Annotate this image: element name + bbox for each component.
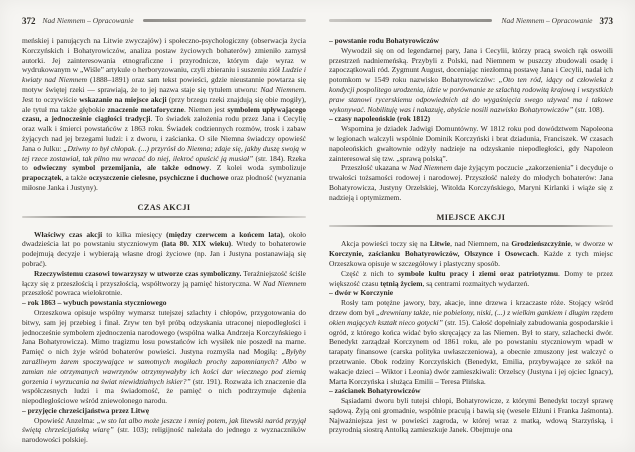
text-run: symbole kultu pracy i ziemi oraz patriotyzmu [397, 268, 558, 278]
text-run: Rosły tam potężne jawory, bzy, akacje, inne drzewa i krzaczaste róże. Stojący wśród drzew dom był [329, 298, 613, 317]
section-rule [22, 216, 306, 218]
paragraph [22, 230, 306, 269]
text-run: , są centrami rozmaitych wydarzeń. [422, 278, 530, 288]
page-372 [22, 0, 306, 452]
text-run: „Dziwny to był chłopak. (...) przyrósł do Niemna; zdaje się, jakby duszę swoją w tej rzece zostawiał, tak pilno mu wracać do niej, ilekroć opuścić ją musiał” [22, 143, 306, 163]
text-run: . Wtedy to bohaterowie podejmują decyzje i wybierają własne drogi życiowe (np. Jan i Justyna postanawiają się pobrać). [22, 239, 306, 268]
running-title: Nad Niemnem – Opracowanie [501, 16, 593, 25]
text-run: . Z kolei woda symbolizuje [209, 163, 306, 173]
text-run: (str. 191). Rozważa ich znaczenie dla współczesnych ludzi i ma świadomość, że pamięć o nich podtrzymuje dążenia niepodległościowe wśród zniewolonego narodu. [22, 376, 306, 406]
section-heading [22, 203, 306, 218]
text-run: , a także [61, 173, 89, 183]
paragraph [22, 308, 306, 406]
subheading: – dwór w Korczynie [329, 288, 394, 298]
text-run: . To świadek założenia rodu przez Jana i Cecylię oraz walk i śmierci powstańców z 1863 roku. Świadek codziennych rozmów, trosk i zabaw żyjących nad jej brzegami ludzi: i z dworu, i zaścianka. O sile Niemna świadczy opowieść Jana o Julku: [22, 114, 306, 153]
paragraph [22, 269, 306, 298]
text-run: meńskiej i panujących na Litwie zwyczajów) i społeczno-psychologiczny (obserwacja życia Korczyńskich i Bohatyrowiczów, analiza postaw życiowych bohaterów) zmieniło zamysł autorki. Jej zainteresowania etnograficzne i przyrodnicze, którym daje wyraz w wydrukowanym w „Wiśle” artykule o herboryzowaniu, czyli zbieraniu i suszeniu ziół [22, 36, 306, 75]
text-run: (str. 108). [573, 104, 605, 114]
text-run: . Każde z tych miejsc Orzeszkowa opisuje w szczegółowy i plastyczny sposób. [329, 249, 613, 268]
subheading: – rok 1863 – wybuch powstania styczniowego [22, 298, 167, 308]
page-body-left [22, 36, 306, 445]
text-run: Rzeczywistemu czasowi towarzyszy w utworze czas symboliczny. [34, 268, 242, 278]
text-run: Właściwy czas akcji [34, 229, 103, 239]
text-run: Orzeszkowa opisuje wspólny wymarsz tutejszej szlachty i chłopów, przygotowania do bitwy, sam jej przebieg i finał. Zryw ten był próbą odzyskania utraconej niepodległości i jednocześnie symbolem zjednoczenia narodowego (wspólna walka Andrzeja Korczyńskiego i Jana Bohatyrowicza). Mimo tragizmu losu powstańców ich wysiłek nie poszedł na marne. Pamięć o nich żyje wśród bohaterów powieści. Justyna rozmyśla nad Mogiłą: [22, 307, 306, 357]
paragraph [22, 416, 306, 445]
subheading: – zaścianek Bohatyrowiczów [329, 386, 421, 396]
paragraph [329, 396, 613, 435]
text-run: Nad Niemnem [260, 84, 305, 94]
subheading: – czasy napoleońskie (rok 1812) [329, 114, 431, 124]
header-rule [143, 19, 306, 22]
text-run: (str. 103); religijność należała do jednego z wyznaczników narodowości polskiej. [22, 425, 306, 445]
text-run: Ludzie i kwiaty nad Niemnem [22, 65, 306, 85]
text-run: . Domy te przez większość czasu [329, 268, 613, 288]
paragraph [22, 36, 306, 193]
text-run: Przeszłość ukazana w [341, 163, 410, 173]
text-run: Wywodził się on od legendarnej pary, Jana i Cecylii, którzy pracą swoich rąk oswoili przestrzeń nadniemeńską. Przybyli z Polski, nad Niemnem w puszczy zbudowali osadę i zapoczątkowali ród. Zygmunt August, doceniając niezłomną postawę Jana i Cecylii, nadał ich potomkom w 1549 roku nazwisko Bohatyrowiczów: [329, 45, 613, 85]
text-run: Nad Niemnem [262, 278, 306, 288]
text-run: Grodzieńszczyźnie [511, 239, 571, 249]
paragraph [329, 46, 613, 115]
paragraph [329, 269, 613, 289]
page-number: 372 [22, 15, 36, 26]
text-run: odwieczny symbol przemijania, ale także odnowy [33, 163, 210, 173]
text-run: „w sto lat albo może jeszcze i mniej potem, jak litewski naród przyjął świętą chrześcijańską wiarę” [22, 415, 306, 435]
header-rule [329, 19, 492, 22]
text-run: znaczenie metaforyczne [107, 104, 184, 114]
text-run: przeszłość powraca wielokrotnie. [22, 288, 123, 298]
page-body-right [329, 36, 613, 435]
text-run: (str. 184). Rzeka to [22, 153, 306, 173]
text-run: (1888–1891) oraz sam tekst powieści, gdzie nieustannie powtarza się motyw świętej rzeki — sprawiają, że to jej nazwa staje się tytułem utworu: [22, 75, 306, 94]
text-run: oczyszczenie cielesne, psychiczne i duchowe [88, 173, 229, 183]
text-run: (przy brzegu rzeki znajdują się obie mogiły), ale tytuł ma także głębokie [22, 94, 306, 114]
text-run: , w dworze w [570, 239, 613, 249]
text-run: Nad Niemnem [409, 163, 453, 173]
text-run: Wspomina je dziadek Jadwigi Domuntówny. W 1812 roku pod dowództwem Napoleona w legionach walczyli wspólnie Dominik Korczyński i brat dziadunia, Franciszek. W czasach napoleońskich gwałtownie odżyły nadzieje na odzyskanie niepodległości, gdy Napoleon zainteresował się tzw. „sprawą polską”. [329, 124, 613, 163]
text-run: wskazanie na miejsce akcji [79, 94, 167, 104]
text-run: tętnią życiem [380, 278, 423, 288]
subheading: – powstanie rodu Bohatyrowiczów [329, 36, 439, 45]
text-run: (między czerwcem a końcem lata) [166, 229, 283, 239]
page-number: 373 [599, 15, 613, 26]
text-run: , około dwadzieścia lat po powstaniu styczniowym [22, 229, 306, 249]
paragraph [329, 298, 613, 386]
text-run: (str. 15). Całość dopełniały zabudowania gospodarskie i ogród, z którego końca widać było skręcający za las Niemen. Był to stary, szlachecki dwór. Benedykt zarządzał Korczynem od 1861 roku, ale po powstaniu styczniowym wpadł w tarapaty finansowe (carska polityka uwłaszczeniowa), a obecnie zmuszony jest walczyć o przetrwanie. Obok rodziny Korczyńskich (Benedykt, Emilia, przybywające ze szkół na wakacje dzieci – Wiktor i Leonia) dwór zamieszkiwali: Orzelscy (Justyna i jej ojciec Ignacy), Marta Korczyńska i służąca Emilii – Teresa Plińska. [329, 317, 613, 386]
text-run: „drewniany także, nie pobielony, niski, (...) z wielkim gankiem i długim rzędem okien mających kształt nieco gotycki” [329, 307, 613, 327]
text-run: oraz płodność (wyznania miłosne Janka i Justyny). [22, 173, 306, 192]
text-run: Akcja powieści toczy się na [341, 239, 430, 249]
text-run: Sąsiadami dworu byli tutejsi chłopi, Bohatyrowicze, z którymi Benedykt toczył sprawę sądową. Żyją oni gromadnie, wspólnie pracują i bawią się (wesele Elżuni i Franka Jaśmonta). Najważniejsza jest w powieści zagroda, w której wraz z matką, wdową Starzyńską, i przyrodnią siostrą Antolką zamieszkuje Janek. Obejmuje ona [329, 396, 613, 435]
text-run: , nad Niemnem, na [450, 239, 512, 249]
section-title: MIEJSCE AKCJI [436, 212, 506, 222]
text-run: daje żyjącym poczucie „zakorzenienia” i decyduje o trwałości tożsamości rodowej i narodowej. Przyszłość należy do młodych bohaterów: Jana Bohatyrowicza, Justyny Orzelskiej, Witolda Korczyńskiego, Maryni Kirlanki i wiąże się z nadzieją i optymizmem. [329, 163, 613, 202]
page-header-left [22, 15, 306, 26]
text-run: Teraźniejszość ściśle łączy się z przeszłością i przyszłością, współtworzy ją pamięć historyczna. W [22, 268, 306, 288]
text-run: „Byłyby zaraźliwym żarem spoczywające w samotnych mogiłach prochy zapomnianych? Albo w zamian nie otrzymanych wawrzynów otrzymywałyby ich kości dar wiecznego pod ziemią gorzenia i wyrzucania na świat niewidzialnych iskier?” [22, 347, 306, 386]
text-run: Część z nich to [341, 268, 398, 278]
page-header-right [329, 15, 613, 26]
section-heading [329, 213, 613, 228]
section-title: CZAS AKCJI [137, 202, 191, 212]
text-run: Litwie [429, 239, 451, 249]
text-run: prapoczątek [22, 173, 62, 183]
paragraph [329, 163, 613, 202]
text-run: . Jest to oczywiście [22, 84, 306, 104]
paragraph [329, 124, 613, 163]
subheading: – przyjęcie chrześcijaństwa przez Litwę [22, 405, 150, 415]
section-rule [329, 225, 613, 227]
text-run: symbolem upływającego czasu, a jednocześnie ciągłości tradycji [22, 104, 306, 124]
running-title: Nad Niemnem – Opracowanie [42, 16, 134, 25]
text-run: . Niemen jest [184, 104, 228, 114]
text-run: (lata 80. XIX wieku) [161, 239, 232, 249]
text-run: Korczynie, zaścianku Bohatyrowiczów, Olszynce i Osowcach [329, 249, 538, 259]
text-run: Opowieść Anzelma: [34, 415, 97, 425]
text-run: „Oto ten ród, idący od człowieka z kondycji pospolitego urodzenia, idzie w porównanie ze szlachtą rodowitą krajową i wszystkich praw stanowi rycerskiemu odpowiednich aż do wygaśnięcia swego używać ma i takowe wykonywać. Nobilituję was i nakazuję, abyście nosili nazwisko Bohatyrowiczów” [329, 75, 613, 114]
paragraph [329, 239, 613, 268]
text-run: to kilka miesięcy [102, 229, 167, 239]
page-373 [329, 0, 613, 452]
